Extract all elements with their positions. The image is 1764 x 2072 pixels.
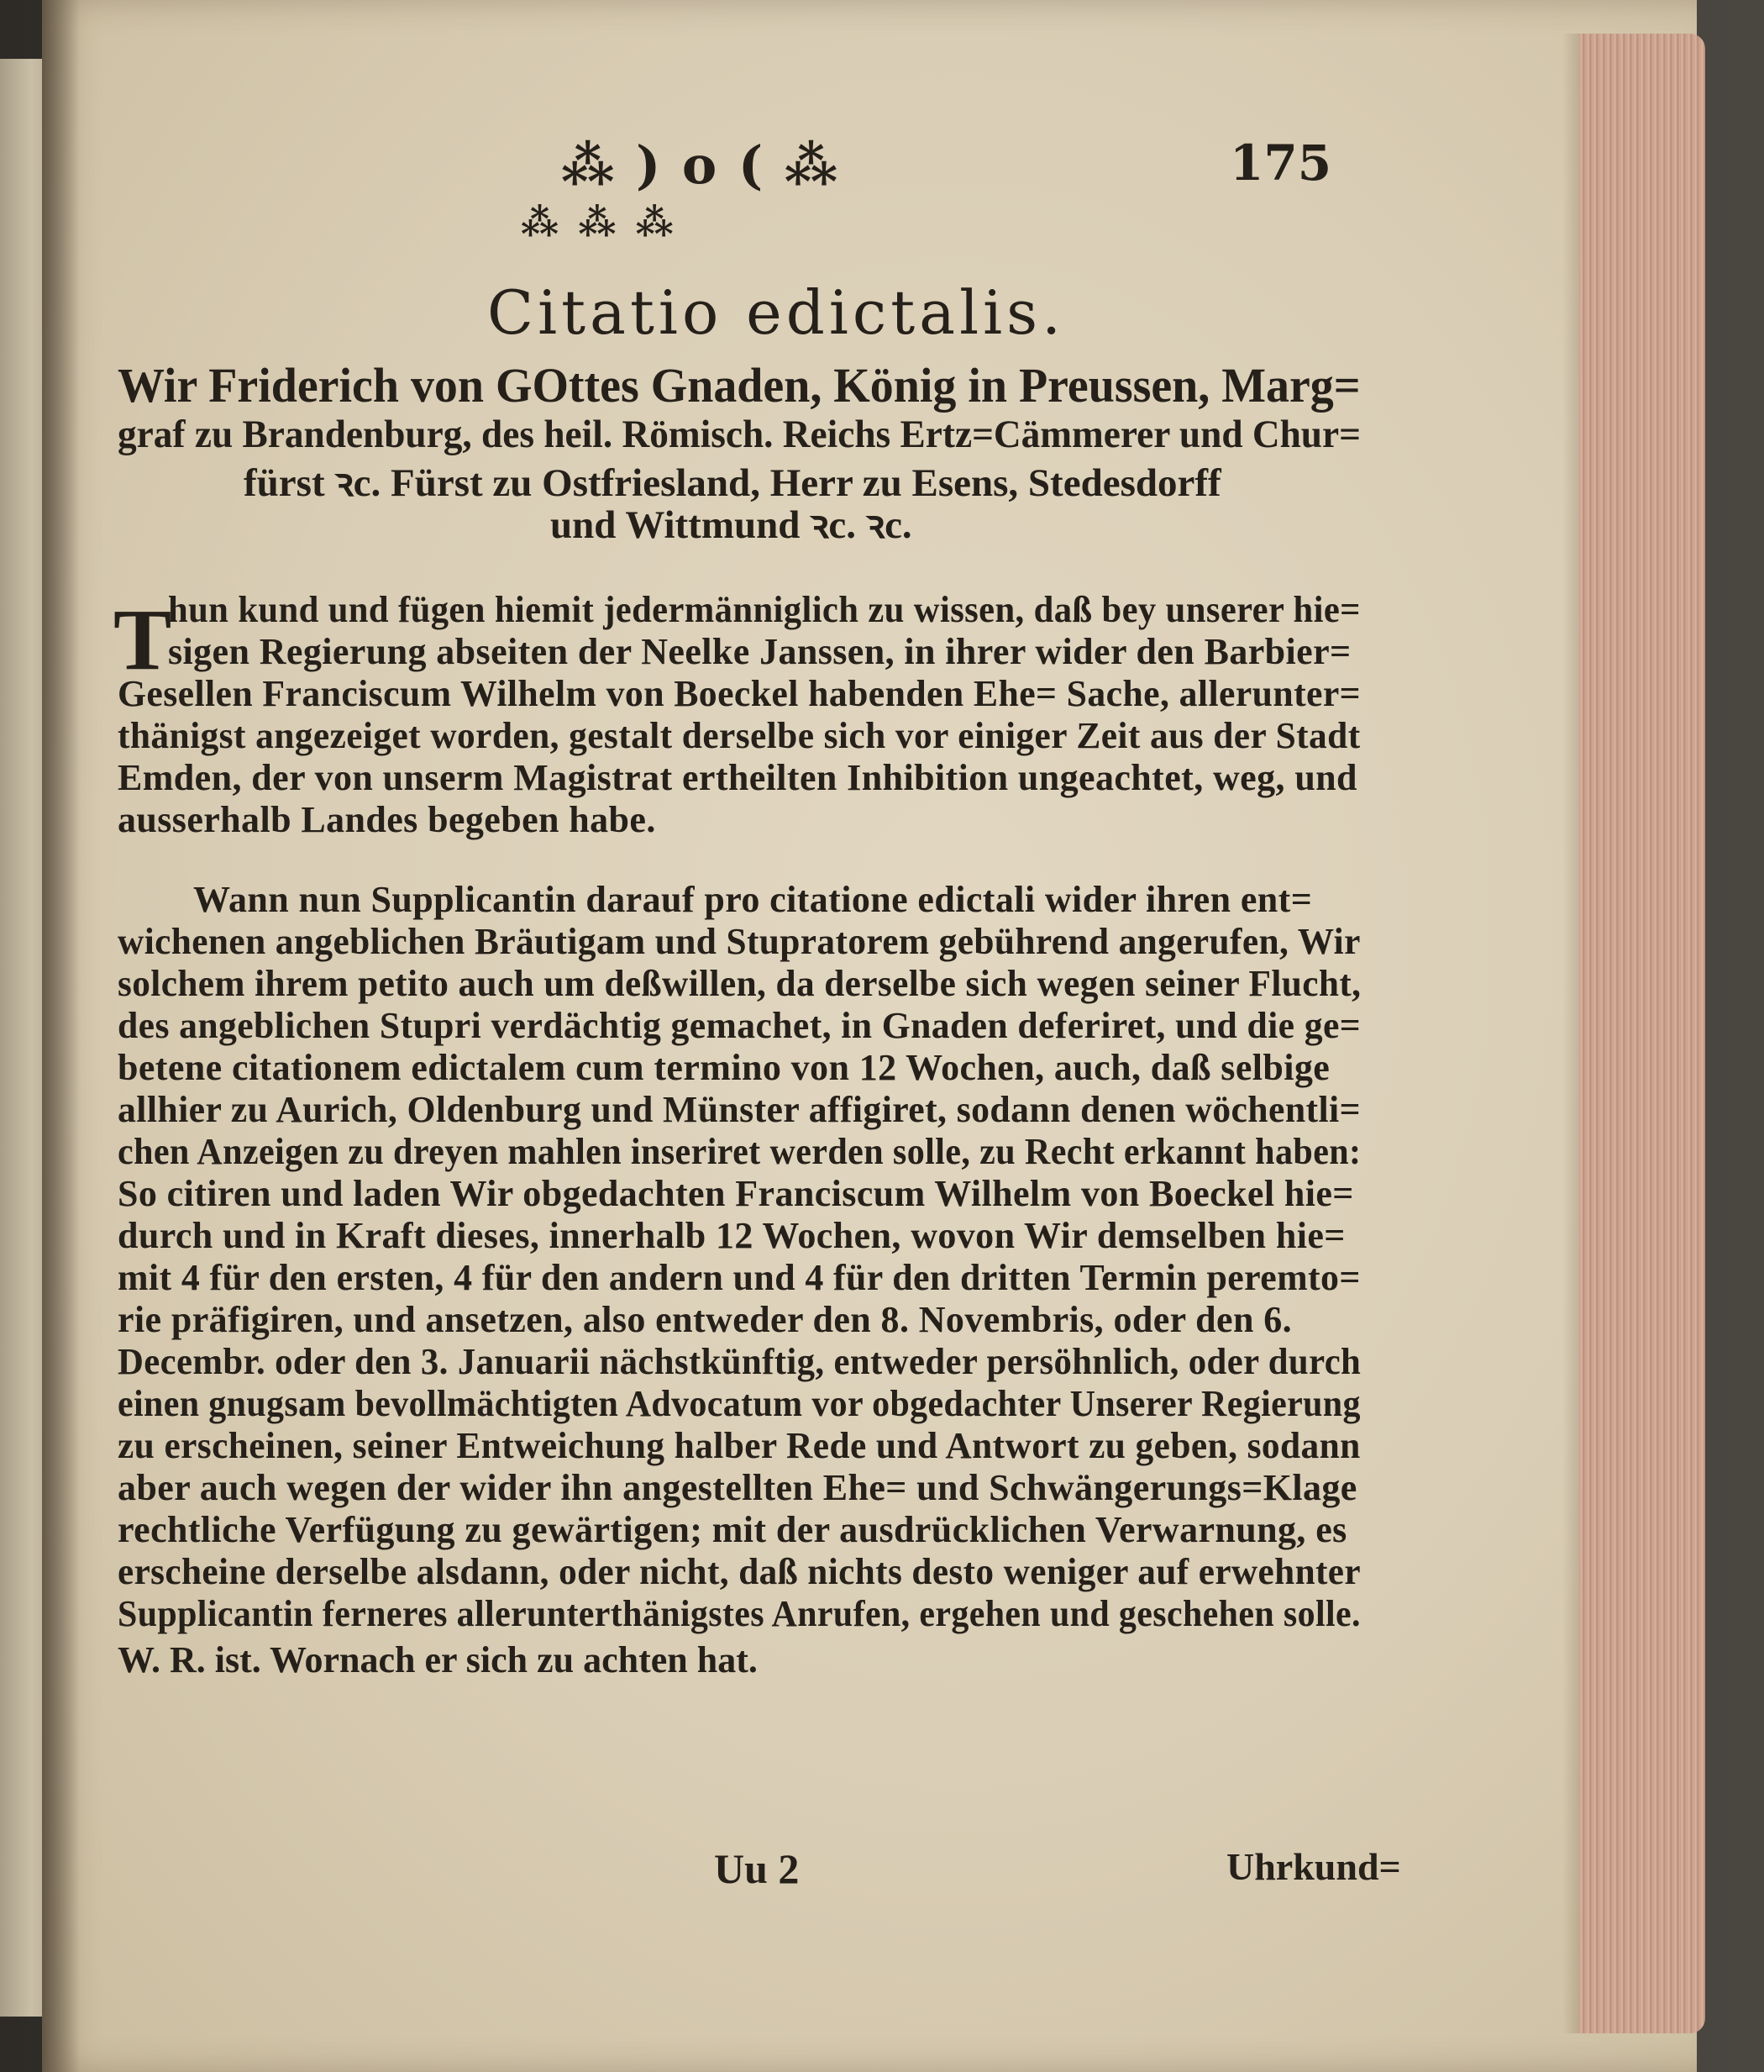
asterism-ornaments: ⁂ ⁂ ⁂ (521, 202, 677, 245)
paragraph1-line: ausserhalb Landes begeben habe. (118, 799, 656, 840)
paragraph2-line: Supplicantin ferneres allerunterthänigstes Anrufen, ergehen und geschehen solle. (118, 1593, 1361, 1634)
paragraph2-line: betene citationem edictalem cum termino von 12 Wochen, auch, daß selbige (118, 1047, 1331, 1088)
page-gutter-shadow (42, 0, 80, 2072)
paragraph2-line: mit 4 für den ersten, 4 für den andern und 4 für den dritten Termin peremto= (118, 1257, 1361, 1298)
paragraph2-line: So citiren und laden Wir obgedachten Franciscum Wilhelm von Boeckel hie= (118, 1173, 1354, 1214)
paragraph1-line: thänigst angezeiget worden, gestalt derselbe sich vor einiger Zeit aus der Stadt (118, 715, 1361, 756)
drop-initial: T (113, 592, 172, 688)
paragraph2-line: aber auch wegen der wider ihn angestellten Ehe= und Schwängerungs=Klage (118, 1467, 1357, 1508)
paragraph2-line: Wann nun Supplicantin darauf pro citatione edictali wider ihren ent= (193, 879, 1313, 920)
paragraph2-line: erscheine derselbe alsdann, oder nicht, daß nichts desto weniger auf erwehnter (118, 1551, 1361, 1592)
closing-line: W. R. ist. Wornach er sich zu achten hat. (118, 1639, 758, 1680)
paragraph2-line: rie präfigiren, und ansetzen, also entweder den 8. Novembris, oder den 6. (118, 1299, 1293, 1340)
catchword: Uhrkund= (1226, 1845, 1401, 1888)
paragraph2-line: chen Anzeigen zu dreyen mahlen inseriret werden solle, zu Recht erkannt haben: (118, 1131, 1362, 1172)
intro-line: Wir Friderich von GOttes Gnaden, König in Preussen, Marg= (118, 358, 1361, 413)
intro-line: fürst ꝛc. Fürst zu Ostfriesland, Herr zu Esens, Stedesdorff (244, 461, 1221, 505)
header-ornament: ⁂ ) o ( ⁂ (561, 134, 840, 196)
document-title: Citatio edictalis. (487, 277, 1065, 348)
paragraph2-line: solchem ihrem petito auch um deßwillen, da derselbe sich wegen seiner Flucht, (118, 963, 1362, 1004)
page-number: 175 (1230, 134, 1332, 192)
paragraph2-line: wichenen angeblichen Bräutigam und Stupratorem gebührend angerufen, Wir (118, 921, 1361, 962)
intro-line: graf zu Brandenburg, des heil. Römisch. Reichs Ertz=Cämmerer und Chur= (118, 413, 1361, 456)
paragraph2-line: allhier zu Aurich, Oldenburg und Münster affigiret, sodann denen wöchentli= (118, 1089, 1361, 1130)
paragraph2-line: rechtliche Verfügung zu gewärtigen; mit der ausdrücklichen Verwarnung, es (118, 1509, 1347, 1550)
paragraph2-line: Decembr. oder den 3. Januarii nächstkünftig, entweder persöhnlich, oder durch (118, 1341, 1362, 1382)
page-stack-edges (1579, 34, 1705, 2033)
paragraph2-line: zu erscheinen, seiner Entweichung halber Rede und Antwort zu geben, sodann (118, 1425, 1361, 1466)
paragraph2-line: des angeblichen Stupri verdächtig gemachet, in Gnaden deferiret, und die ge= (118, 1005, 1361, 1046)
paragraph1-line: Emden, der von unserm Magistrat ertheilten Inhibition ungeachtet, weg, und (118, 757, 1357, 798)
paragraph1-line: hun kund und fügen hiemit jedermänniglich zu wissen, daß bey unserer hie= (168, 589, 1361, 630)
paragraph1-line: sigen Regierung abseiten der Neelke Janssen, in ihrer wider den Barbier= (168, 631, 1352, 672)
intro-line: und Wittmund ꝛc. ꝛc. (550, 503, 912, 547)
signature-mark: Uu 2 (714, 1845, 800, 1892)
paragraph1-line: Gesellen Franciscum Wilhelm von Boeckel habenden Ehe= Sache, allerunter= (118, 673, 1361, 714)
paragraph2-line: durch und in Kraft dieses, innerhalb 12 Wochen, wovon Wir demselben hie= (118, 1215, 1346, 1256)
paragraph2-line: einen gnugsam bevollmächtigten Advocatum vor obgedachter Unserer Regierung (118, 1383, 1361, 1424)
